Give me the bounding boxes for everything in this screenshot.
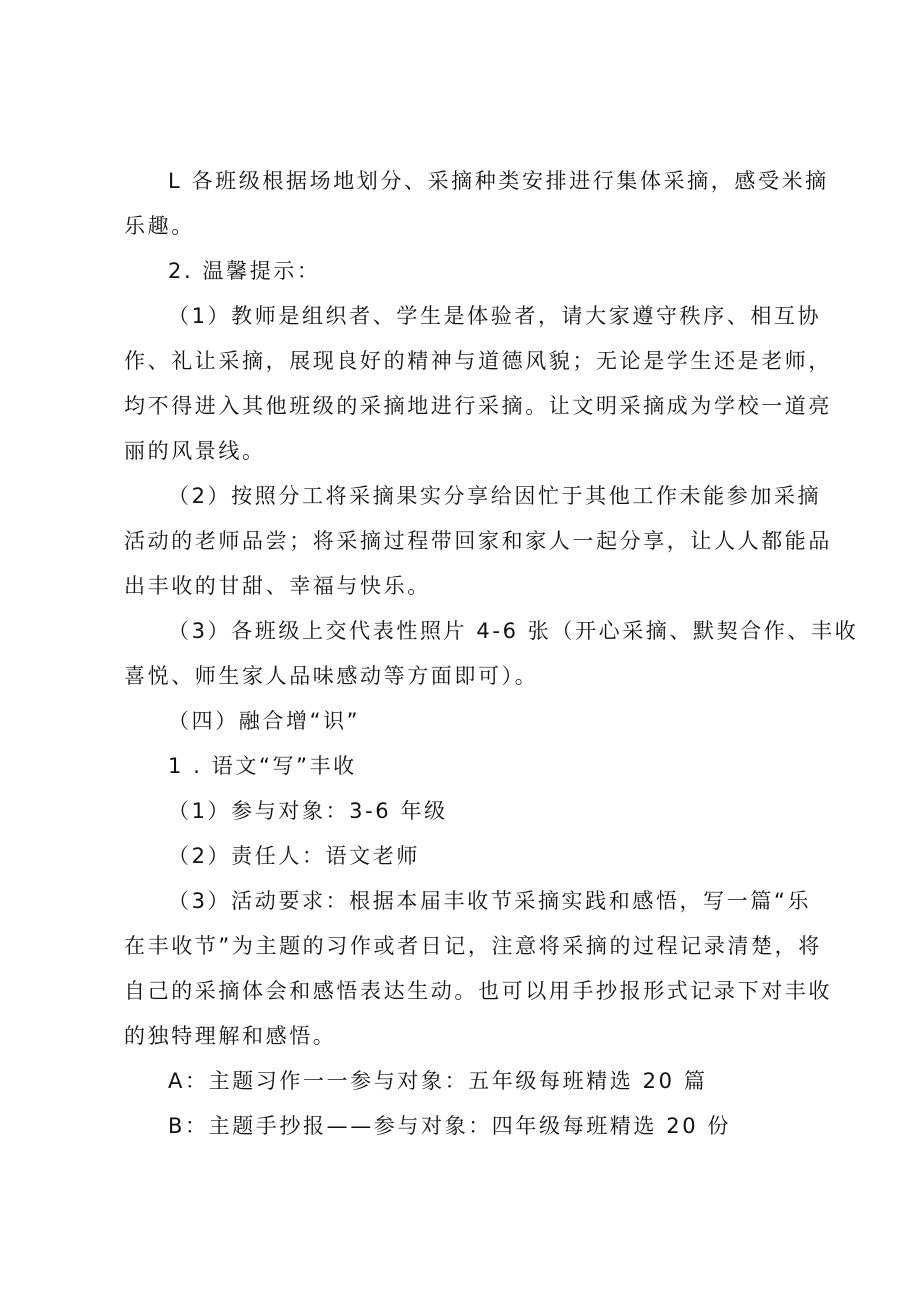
section-heading-tips: 2. 温馨提示： [168, 259, 321, 283]
paragraph-line-19: 自己的采摘体会和感悟表达生动。也可以用手抄报形式记录下对丰收 [124, 979, 832, 1003]
paragraph-line-17: （3）活动要求：根据本届丰收节采摘实践和感悟，写一篇“乐 [168, 889, 812, 913]
paragraph-line-20: 的独特理解和感悟。 [124, 1024, 337, 1048]
paragraph-line-12: 喜悦、师生家人品味感动等方面即可）。 [124, 664, 539, 688]
paragraph-line-2: 乐趣。 [124, 214, 195, 238]
paragraph-line-9: 活动的老师品尝；将采摘过程带回家和家人一起分享，让人人都能品 [124, 529, 832, 553]
section-heading-chinese: 1 . 语文“写”丰收 [168, 754, 357, 778]
paragraph-line-6: 均不得进入其他班级的采摘地进行采摘。让文明采摘成为学校一道亮 [124, 394, 832, 418]
list-item-a: A：主题习作一一参与对象：五年级每班精选 20 篇 [168, 1069, 708, 1093]
paragraph-line-8: （2）按照分工将采摘果实分享给因忙于其他工作未能参加采摘 [168, 484, 822, 508]
paragraph-line-4: （1）教师是组织者、学生是体验者，请大家遵守秩序、相互协 [168, 304, 822, 328]
list-item-b: B：主题手抄报——参与对象：四年级每班精选 20 份 [168, 1114, 732, 1138]
paragraph-line-18: 在丰收节”为主题的习作或者日记，注意将采摘的过程记录清楚，将 [124, 934, 822, 958]
paragraph-line-15: （1）参与对象：3-6 年级 [168, 799, 448, 823]
paragraph-line-1: L 各班级根据场地划分、采摘种类安排进行集体采摘，感受米摘 [168, 169, 829, 193]
section-heading-fusion: （四）融合增“识” [168, 709, 361, 733]
paragraph-line-16: （2）责任人：语文老师 [168, 844, 420, 868]
paragraph-line-5: 作、礼让采摘，展现良好的精神与道德风貌；无论是学生还是老师， [124, 349, 832, 373]
paragraph-line-7: 丽的风景线。 [124, 439, 266, 463]
paragraph-line-10: 出丰收的甘甜、幸福与快乐。 [124, 574, 431, 598]
paragraph-line-11: （3）各班级上交代表性照片 4-6 张（开心采摘、默契合作、丰收 [168, 619, 859, 643]
